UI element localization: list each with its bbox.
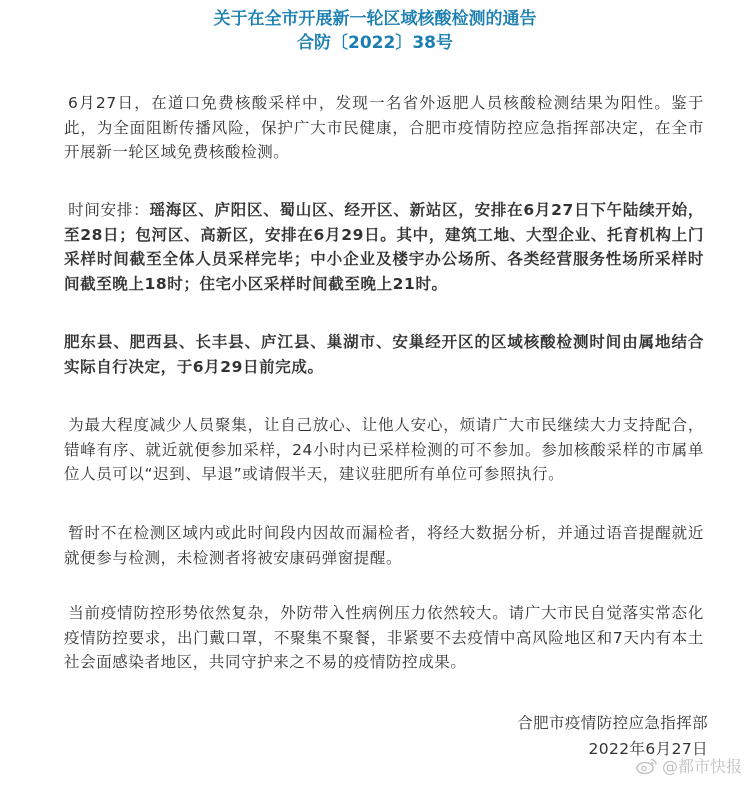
paragraph-intro: [64, 91, 704, 165]
paragraph-cooperation: [64, 413, 704, 487]
weibo-icon: [636, 757, 658, 775]
signature-date: 2022年6月27日: [588, 740, 708, 758]
document-number: 合防〔2022〕38号: [297, 33, 453, 53]
paragraph-cooperation-text: 为最大程度减少人员聚集，让自己放心、让他人安心，烦请广大市民继续大力支持配合，错峰有序、就近就便参加采样，24小时内已采样检测的可不参加。参加核酸采样的市属单位人员可以“迟到、早退”或请假半天，建议驻肥所有单位可参照执行。: [64, 416, 704, 483]
watermark: [636, 754, 742, 777]
paragraph-schedule: [64, 198, 704, 296]
paragraph-counties: [64, 330, 704, 379]
paragraph-missed: [64, 521, 704, 570]
paragraph-intro-text: 6月27日，在道口免费核酸采样中，发现一名省外返肥人员核酸检测结果为阳性。鉴于此，为全面阻断传播风险，保护广大市民健康，合肥市疫情防控应急指挥部决定，在全市开展新一轮区域免费核酸检测。: [64, 94, 704, 161]
paragraph-prevention-text: 当前疫情防控形势依然复杂，外防带入性病例压力依然较大。请广大市民自觉落实常态化疫情防控要求，出门戴口罩，不聚集不聚餐，非紧要不去疫情中高风险地区和7天内有本土社会面感染者地区，共同守护来之不易的疫情防控成果。: [64, 604, 704, 671]
schedule-label: 时间安排：: [68, 201, 150, 219]
paragraph-missed-text: 暂时不在检测区域内或此时间段内因故而漏检者，将经大数据分析，并通过语音提醒就近就便参与检测，未检测者将被安康码弹窗提醒。: [64, 524, 704, 567]
watermark-text: @都市快报: [661, 757, 742, 776]
paragraph-prevention: [64, 601, 704, 675]
paragraph-counties-text: 肥东县、肥西县、长丰县、庐江县、巢湖市、安巢经开区的区域核酸检测时间由属地结合实际自行决定，于6月29日前完成。: [64, 333, 704, 376]
signature-org: 合肥市疫情防控应急指挥部: [517, 714, 708, 732]
notice-title: 关于在全市开展新一轮区域核酸检测的通告: [213, 9, 537, 29]
schedule-body: 瑶海区、庐阳区、蜀山区、经开区、新站区，安排在6月27日下午陆续开始，至28日；包河区、高新区，安排在6月29日。其中，建筑工地、大型企业、托育机构上门采样时间截至全体人员采样完毕；中小企业及楼宇办公场所、各类经营服务性场所采样时间截至晚上18时；住宅小区采样时间截至晚上21时。: [64, 201, 704, 293]
